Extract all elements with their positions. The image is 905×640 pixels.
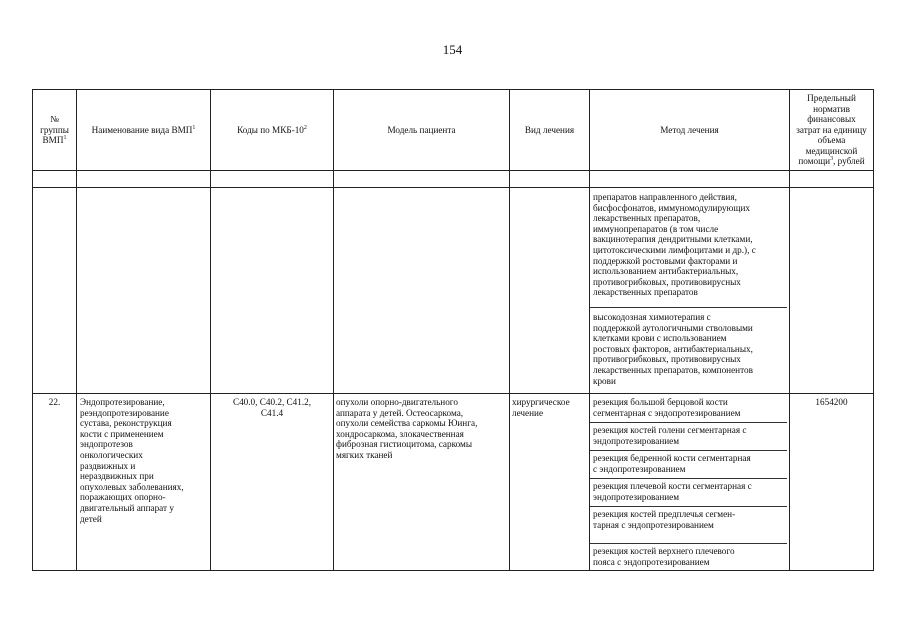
method-item-3: резекция бедренной кости сегментарная с эндопротезированием — [593, 453, 751, 474]
method-item-1: резекция большой берцовой кости сегментарная с эндопротезированием — [593, 397, 741, 418]
continued-method-1: препаратов направленного действия, бисфосфонатов, иммуномодулирующих лекарственных препаратов, иммунопрепаратов (в том числе вакцинотерапия дендритными клетками, цитотоксическими лимфоцитами и др.), с поддержкой ростовыми факторами и использованием антибактериальных, противогрибковых, противовирусных лекарственных препаратов — [593, 192, 756, 298]
header-vmp-name: Наименование вида ВМП$^1$ — [91, 124, 196, 135]
header-treatment-type: Вид лечения — [524, 124, 575, 135]
icd-codes: C40.0, C40.2, C41.2, C41.4 — [232, 397, 312, 418]
bottom-border — [32, 570, 873, 571]
col-border-7 — [873, 89, 874, 571]
header-group-number: № группы ВМП$^1$ — [40, 114, 69, 146]
method-item-5: резекция костей предплечья сегмен- тарная с эндопротезированием — [593, 509, 736, 530]
method-item-4: резекция плечевой кости сегментарная с эндопротезированием — [593, 481, 752, 502]
method-separator — [590, 543, 787, 544]
method-item-2: резекция костей голени сегментарная с эндопротезированием — [593, 425, 747, 446]
row-number: 22. — [48, 397, 61, 407]
header-double-border — [32, 187, 873, 188]
patient-model: опухоли опорно-двигательного аппарата у детей. Остеосаркома, опухоли семейства саркомы Юинга, хондросаркома, злокачественная фиброзная гистиоцитома, саркомы мягких тканей — [336, 397, 478, 460]
method-item-6: резекция костей верхнего плечевого пояса с эндопротезированием — [593, 546, 735, 567]
method-separator — [590, 506, 787, 507]
method-separator — [590, 478, 787, 479]
header-icd-codes: Коды по МКБ-$10^2$ — [237, 124, 307, 135]
vmp-name: Эндопротезирование, реэндопротезирование сустава, реконструкция кости с применением эндопротезов онкологических раздвижных и нераздвижных при опухолевых заболеваниях, поражающих опорно- двигательный аппарат у детей — [80, 397, 184, 524]
treatment-type: хирургическое лечение — [512, 397, 570, 418]
header-bottom-border — [32, 170, 873, 171]
cost-value: 1654200 — [815, 397, 848, 407]
continued-method-2: высокодозная химиотерапия с поддержкой аутологичными стволовыми клетками крови с использованием ростовых факторов, антибактериальных, противогрибковых, противовирусных лекарственных препаратов, компонентов крови — [593, 312, 753, 386]
header-treatment-method: Метод лечения — [660, 124, 719, 135]
method-separator — [590, 307, 787, 308]
header-patient-model: Модель пациента — [387, 124, 456, 135]
row-separator — [32, 393, 873, 394]
method-separator — [590, 422, 787, 423]
page-number: 154 — [442, 42, 463, 57]
method-separator — [590, 450, 787, 451]
header-cost-standard: Предельный норматив финансовых затрат на единицу объема медицинской помощи$^3$, рублей — [796, 92, 867, 167]
